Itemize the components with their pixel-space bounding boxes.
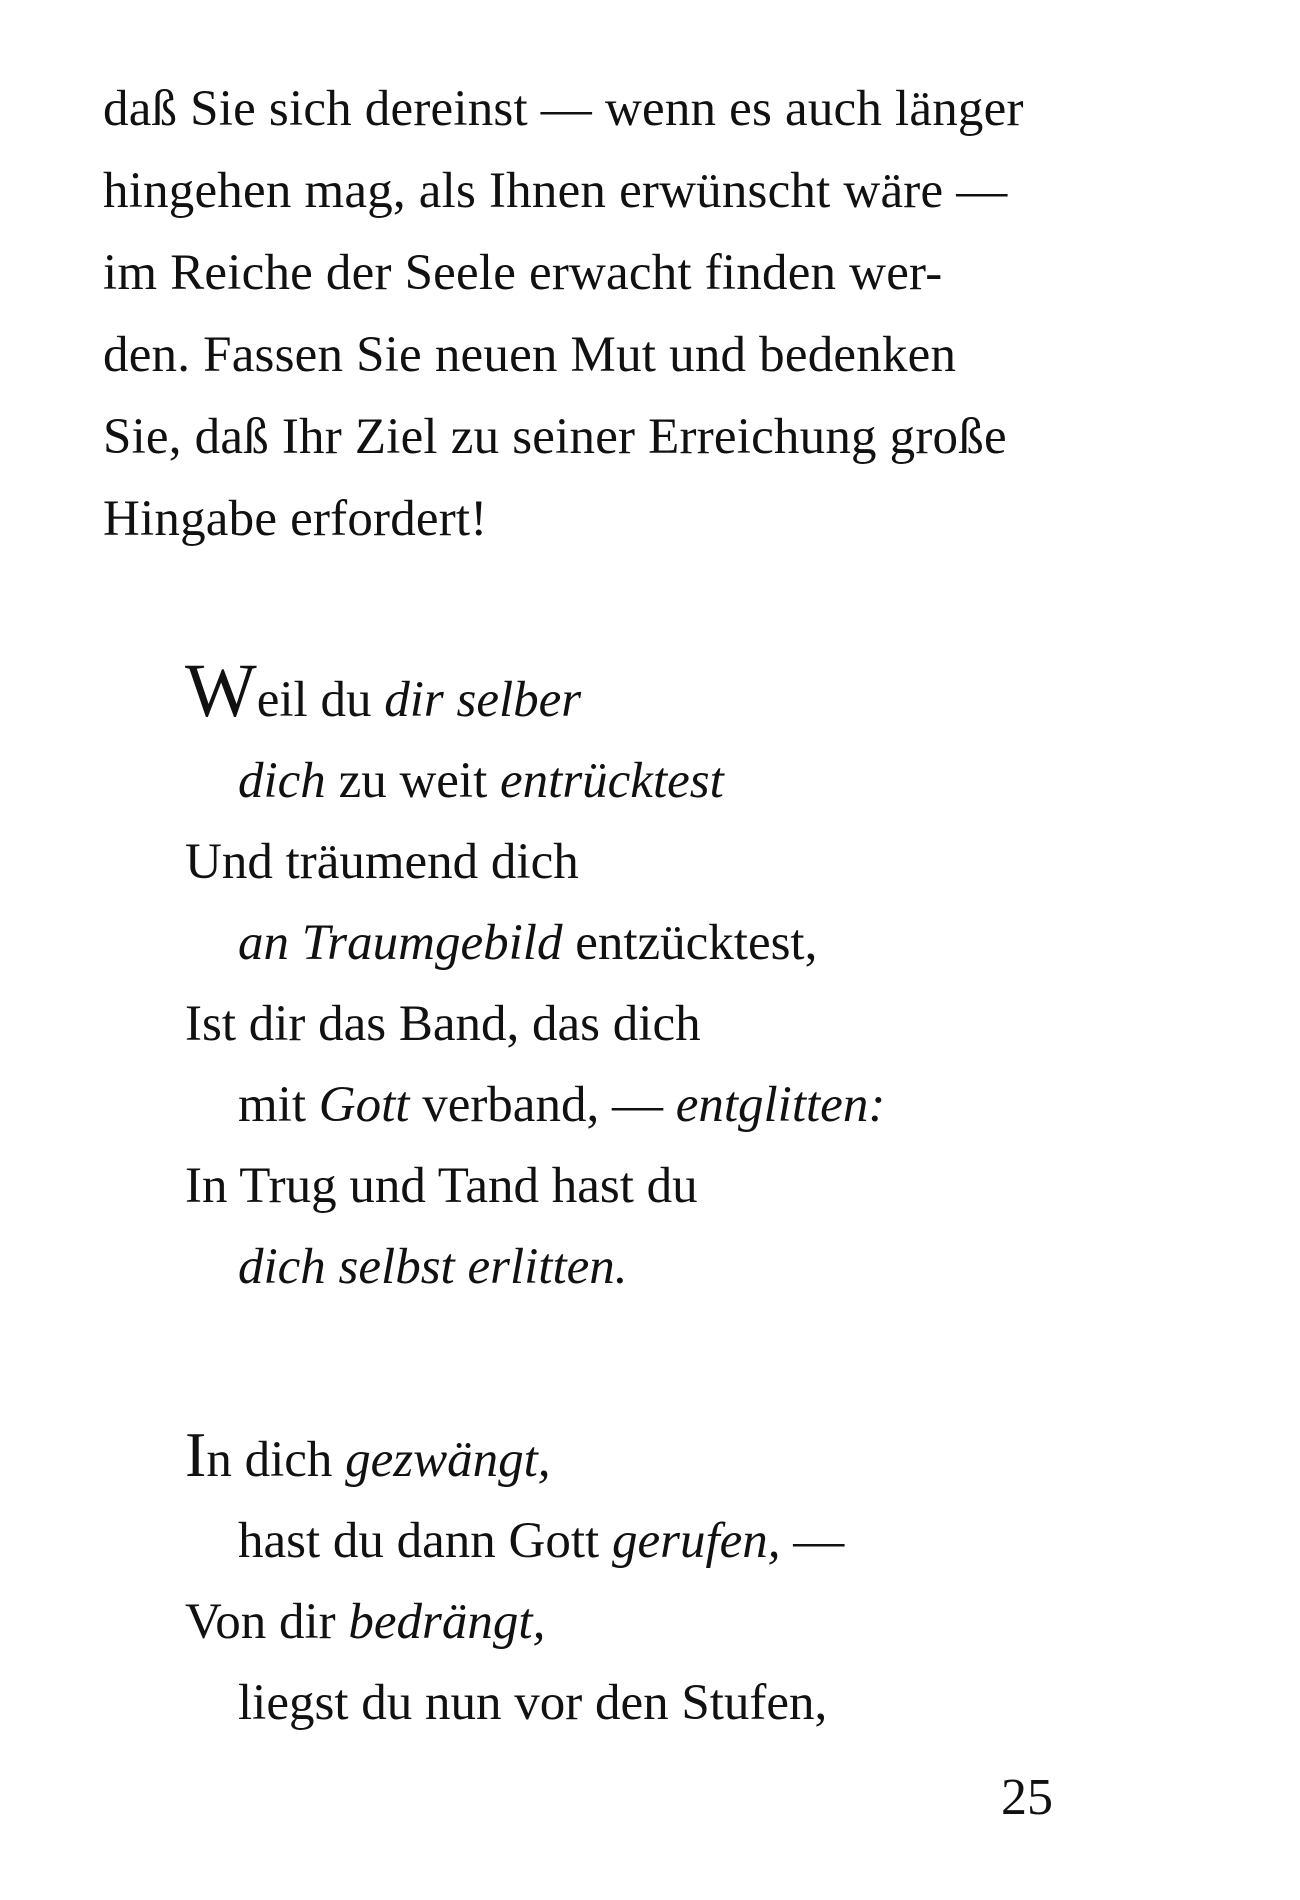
verse-emphasis: dich (238, 753, 326, 809)
page-number: 25 (1001, 1769, 1053, 1826)
verse-text: Ist dir das Band, das dich (185, 996, 701, 1052)
verse-text: mit (238, 1077, 319, 1133)
verse-line (185, 649, 1085, 741)
prose-line: Hingabe erfordert! (103, 491, 488, 547)
verse-line (185, 1663, 1085, 1744)
verse-emphasis: gezwängt, (345, 1432, 551, 1488)
prose-line: Sie, daß Ihr Ziel zu seiner Erreichung große (103, 409, 1007, 465)
poem-stanza-1 (185, 649, 1085, 1308)
verse-emphasis: an Traumgebild (238, 915, 563, 971)
verse-line (185, 1420, 1085, 1501)
prose-line: hingehen mag, als Ihnen erwünscht wäre — (103, 163, 1008, 219)
verse-emphasis: gerufen, (611, 1513, 781, 1569)
verse-line (185, 1227, 1085, 1308)
verse-text: verband, — (409, 1077, 676, 1133)
verse-text: liegst du nun vor den Stufen, (238, 1675, 828, 1731)
drop-cap: W (185, 649, 257, 733)
prose-line: den. Fassen Sie neuen Mut und bedenken (103, 327, 957, 383)
verse-text: eil du (256, 672, 385, 728)
verse-line (185, 822, 1085, 903)
prose-line: im Reiche der Seele erwacht finden wer- (103, 245, 943, 301)
verse-emphasis: entrücktest (500, 753, 724, 809)
verse-text: entzücktest, (562, 915, 818, 971)
verse-text: — (780, 1513, 845, 1569)
verse-text: zu weit (325, 753, 501, 809)
prose-paragraph (103, 68, 1063, 560)
verse-emphasis: Gott (318, 1077, 410, 1133)
verse-line (185, 903, 1085, 984)
verse-emphasis: dich selbst erlitten. (238, 1239, 628, 1295)
verse-line (185, 1582, 1085, 1663)
prose-line: daß Sie sich dereinst — wenn es auch länger (103, 81, 1024, 137)
verse-text: Und träumend dich (185, 834, 579, 890)
verse-emphasis: bedrängt, (348, 1594, 546, 1650)
poem-stanza-2 (185, 1420, 1085, 1744)
verse-emphasis: entglitten: (675, 1077, 886, 1133)
initial-letter: I (185, 1419, 207, 1490)
verse-text: In Trug und Tand hast du (185, 1158, 698, 1214)
verse-text: Von dir (185, 1594, 349, 1650)
verse-line (185, 984, 1085, 1065)
verse-text: n dich (206, 1432, 346, 1488)
verse-line (185, 1146, 1085, 1227)
verse-line (185, 1501, 1085, 1582)
verse-line (185, 741, 1085, 822)
verse-text: hast du dann Gott (238, 1513, 612, 1569)
verse-line (185, 1065, 1085, 1146)
verse-emphasis: dir selber (384, 672, 582, 728)
